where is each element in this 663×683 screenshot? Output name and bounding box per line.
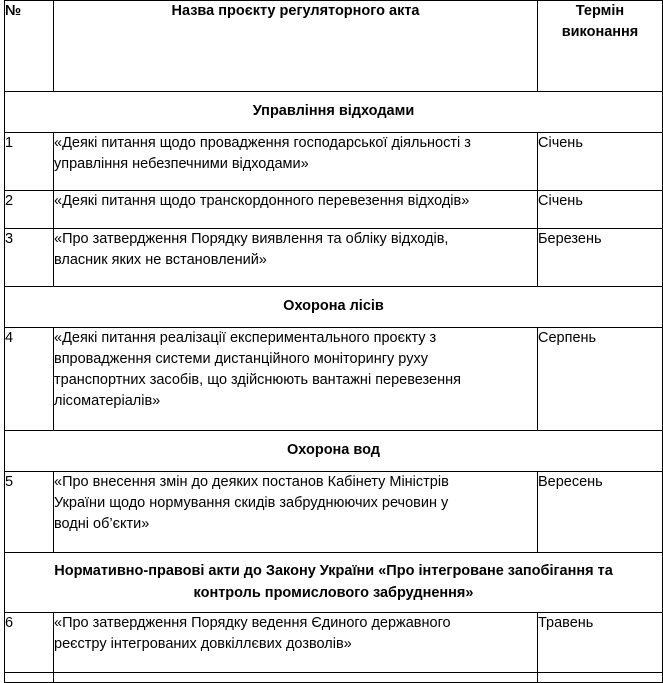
section-heading-row bbox=[5, 553, 663, 613]
row-name-line: «Деякі питання щодо транскордонного перевезення відходів» bbox=[54, 193, 470, 209]
row-number: 5 bbox=[5, 472, 54, 553]
row-term: Січень bbox=[538, 191, 663, 229]
row-name bbox=[54, 191, 538, 229]
row-name-line: України щодо нормування скидів забруднюючих речовин у bbox=[54, 495, 449, 511]
row-number: 3 bbox=[5, 229, 54, 287]
row-name-line: «Про затвердження Порядку ведення Єдиного державного bbox=[54, 615, 451, 631]
section-title-line: Нормативно-правові акти до Закону України «Про інтегроване запобігання та bbox=[54, 563, 613, 579]
row-term: Серпень bbox=[538, 328, 663, 431]
header-name: Назва проєкту регуляторного акта bbox=[54, 1, 538, 92]
section-title-industrial-pollution bbox=[5, 553, 663, 613]
row-name-line: «Деякі питання щодо провадження господарської діяльності з bbox=[54, 135, 471, 151]
row-name-line: водні об’єкти» bbox=[54, 516, 150, 532]
row-number: 4 bbox=[5, 328, 54, 431]
row-name-line: транспортних засобів, що здійснюють вантажні перевезення bbox=[54, 372, 461, 388]
row-name-line: «Деякі питання реалізації експериментального проєкту з bbox=[54, 330, 437, 346]
header-term bbox=[538, 1, 663, 92]
regulatory-plan-table bbox=[4, 0, 663, 683]
table-row bbox=[5, 328, 663, 431]
header-term-line2: виконання bbox=[561, 24, 639, 40]
header-term-line1: Термін bbox=[575, 3, 625, 19]
row-number: 1 bbox=[5, 133, 54, 191]
section-heading-row bbox=[5, 431, 663, 472]
section-title-waste: Управління відходами bbox=[5, 92, 663, 133]
table-row bbox=[5, 133, 663, 191]
row-name-line: «Про затвердження Порядку виявлення та обліку відходів, bbox=[54, 231, 449, 247]
row-name bbox=[54, 472, 538, 553]
section-title-water: Охорона вод bbox=[5, 431, 663, 472]
row-name-line: «Про внесення змін до деяких постанов Кабінету Міністрів bbox=[54, 474, 449, 490]
section-heading-row bbox=[5, 287, 663, 328]
row-name-line: реєстру інтегрованих довкіллєвих дозволів» bbox=[54, 636, 352, 652]
row-term: Вересень bbox=[538, 472, 663, 553]
table-row bbox=[5, 191, 663, 229]
row-term: Травень bbox=[538, 613, 663, 673]
row-name-line: власник яких не встановлений» bbox=[54, 252, 267, 268]
table-row bbox=[5, 229, 663, 287]
table-header-row bbox=[5, 1, 663, 92]
row-number: 6 bbox=[5, 613, 54, 673]
row-name bbox=[54, 133, 538, 191]
row-name-line: впровадження системи дистанційного моніторингу руху bbox=[54, 351, 428, 367]
row-name bbox=[54, 613, 538, 673]
row-term: Січень bbox=[538, 133, 663, 191]
row-name bbox=[54, 229, 538, 287]
row-name-line: лісоматеріалів» bbox=[54, 393, 161, 409]
header-number: № bbox=[5, 1, 54, 92]
table-row bbox=[5, 472, 663, 553]
row-number: 2 bbox=[5, 191, 54, 229]
row-term: Березень bbox=[538, 229, 663, 287]
row-name-line: управління небезпечними відходами» bbox=[54, 156, 309, 172]
section-title-forests: Охорона лісів bbox=[5, 287, 663, 328]
section-title-line: контроль промислового забруднення» bbox=[193, 585, 474, 601]
table-row bbox=[5, 613, 663, 673]
row-name bbox=[54, 328, 538, 431]
section-heading-row bbox=[5, 92, 663, 133]
